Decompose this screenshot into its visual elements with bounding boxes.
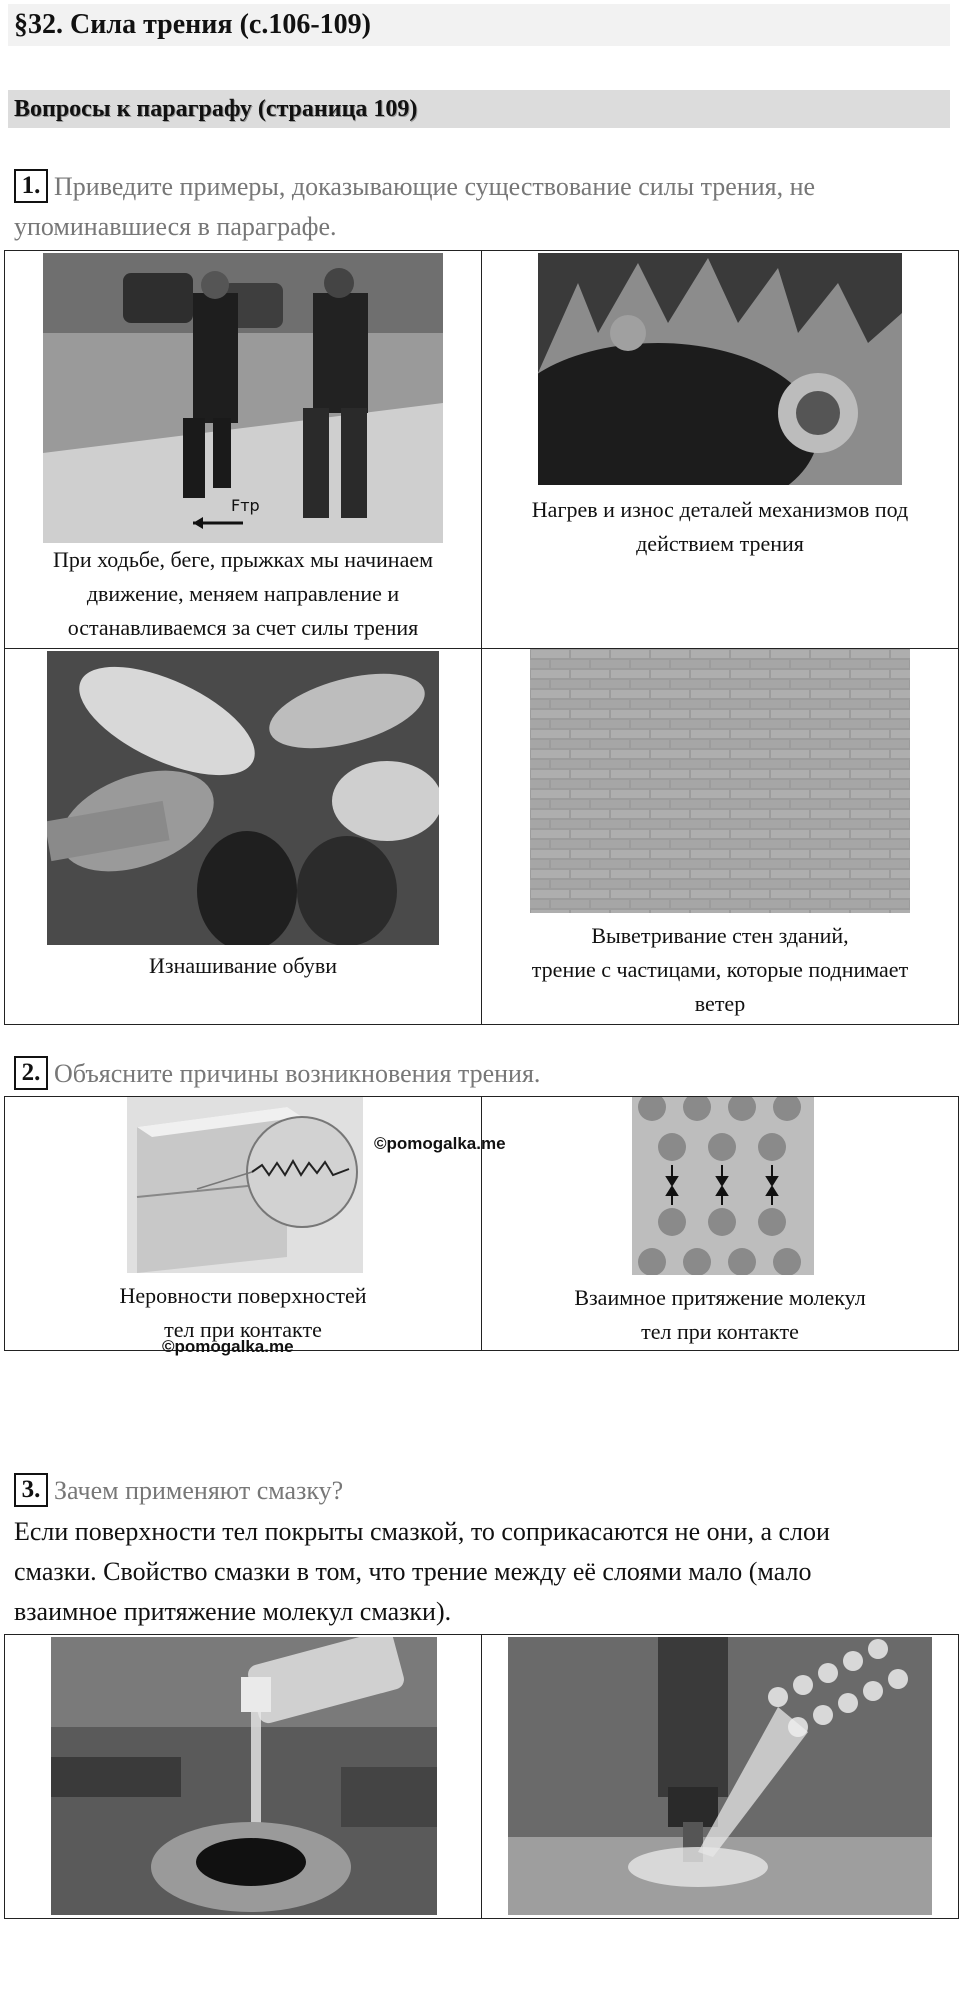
caption-walking [5, 543, 481, 645]
caption-line: Нагрев и износ деталей механизмов под [531, 497, 909, 522]
question-3 [14, 1472, 343, 1510]
friction-force-label: Fтр [231, 496, 260, 515]
answer-3 [14, 1512, 944, 1632]
walking-people-photo [43, 253, 443, 543]
cell-shoes [5, 649, 482, 1025]
caption-line: движение, меняем направление и [86, 581, 400, 606]
oil-pouring-photo [51, 1637, 437, 1915]
watermark: ©pomogalka.me [374, 1134, 506, 1153]
caption-line: ветер [694, 991, 746, 1016]
section-heading: Вопросы к параграфу (страница 109) [8, 90, 950, 128]
question-1-cont: упоминавшиеся в параграфе. [14, 212, 337, 241]
cell-wall [482, 649, 959, 1025]
caption-line: Выветривание стен зданий, [591, 923, 849, 948]
caption-line: Неровности поверхностей [119, 1283, 367, 1308]
answer-table-1 [4, 250, 959, 1025]
question-number: 1. [14, 169, 48, 203]
caption-line: трение с частицами, которые поднимает [531, 957, 909, 982]
caption-line: действием трения [636, 531, 804, 556]
question-text: Приведите примеры, доказывающие существование силы трения, не [54, 172, 816, 201]
question-1 [14, 168, 815, 206]
answer-line: Если поверхности тел покрыты смазкой, то соприкасаются не они, а слои [14, 1517, 830, 1546]
question-number: 3. [14, 1473, 48, 1507]
question-text: Объясните причины возникновения трения. [54, 1059, 541, 1088]
cell-oil-pouring [5, 1635, 482, 1919]
caption-molecules [482, 1281, 958, 1349]
caption-line: останавливаемся за счет силы трения [67, 615, 419, 640]
answer-line: взаимное притяжение молекул смазки). [14, 1597, 452, 1626]
answer-line: смазки. Свойство смазки в том, что трение между её слоями мало (мало [14, 1557, 812, 1586]
caption-line: При ходьбе, беге, прыжках мы начинаем [52, 547, 434, 572]
answer-table-3 [4, 1634, 959, 1919]
molecules-diagram [632, 1097, 814, 1275]
cell-walking [5, 251, 482, 649]
caption-line: Изнашивание обуви [148, 953, 338, 978]
caption-line: Взаимное притяжение молекул [574, 1285, 866, 1310]
cell-gear [482, 251, 959, 649]
cell-molecular-attraction [482, 1097, 959, 1351]
question-2 [14, 1055, 540, 1093]
question-number: 2. [14, 1056, 48, 1090]
caption-line: тел при контакте [641, 1319, 799, 1344]
milling-coolant-photo [508, 1637, 932, 1915]
caption-gear [482, 493, 958, 561]
question-text: Зачем применяют смазку? [54, 1476, 344, 1505]
rough-surface-diagram [127, 1097, 363, 1273]
gear-photo [538, 253, 902, 485]
caption-line: тел при контакте [164, 1317, 322, 1342]
page-title: §32. Сила трения (с.106-109) [8, 4, 950, 46]
cell-milling [482, 1635, 959, 1919]
shoes-photo [47, 651, 439, 945]
brick-wall-photo [530, 649, 910, 913]
caption-wall [482, 919, 958, 1021]
watermark: ©pomogalka.me [162, 1337, 294, 1356]
caption-shoes [5, 949, 481, 983]
